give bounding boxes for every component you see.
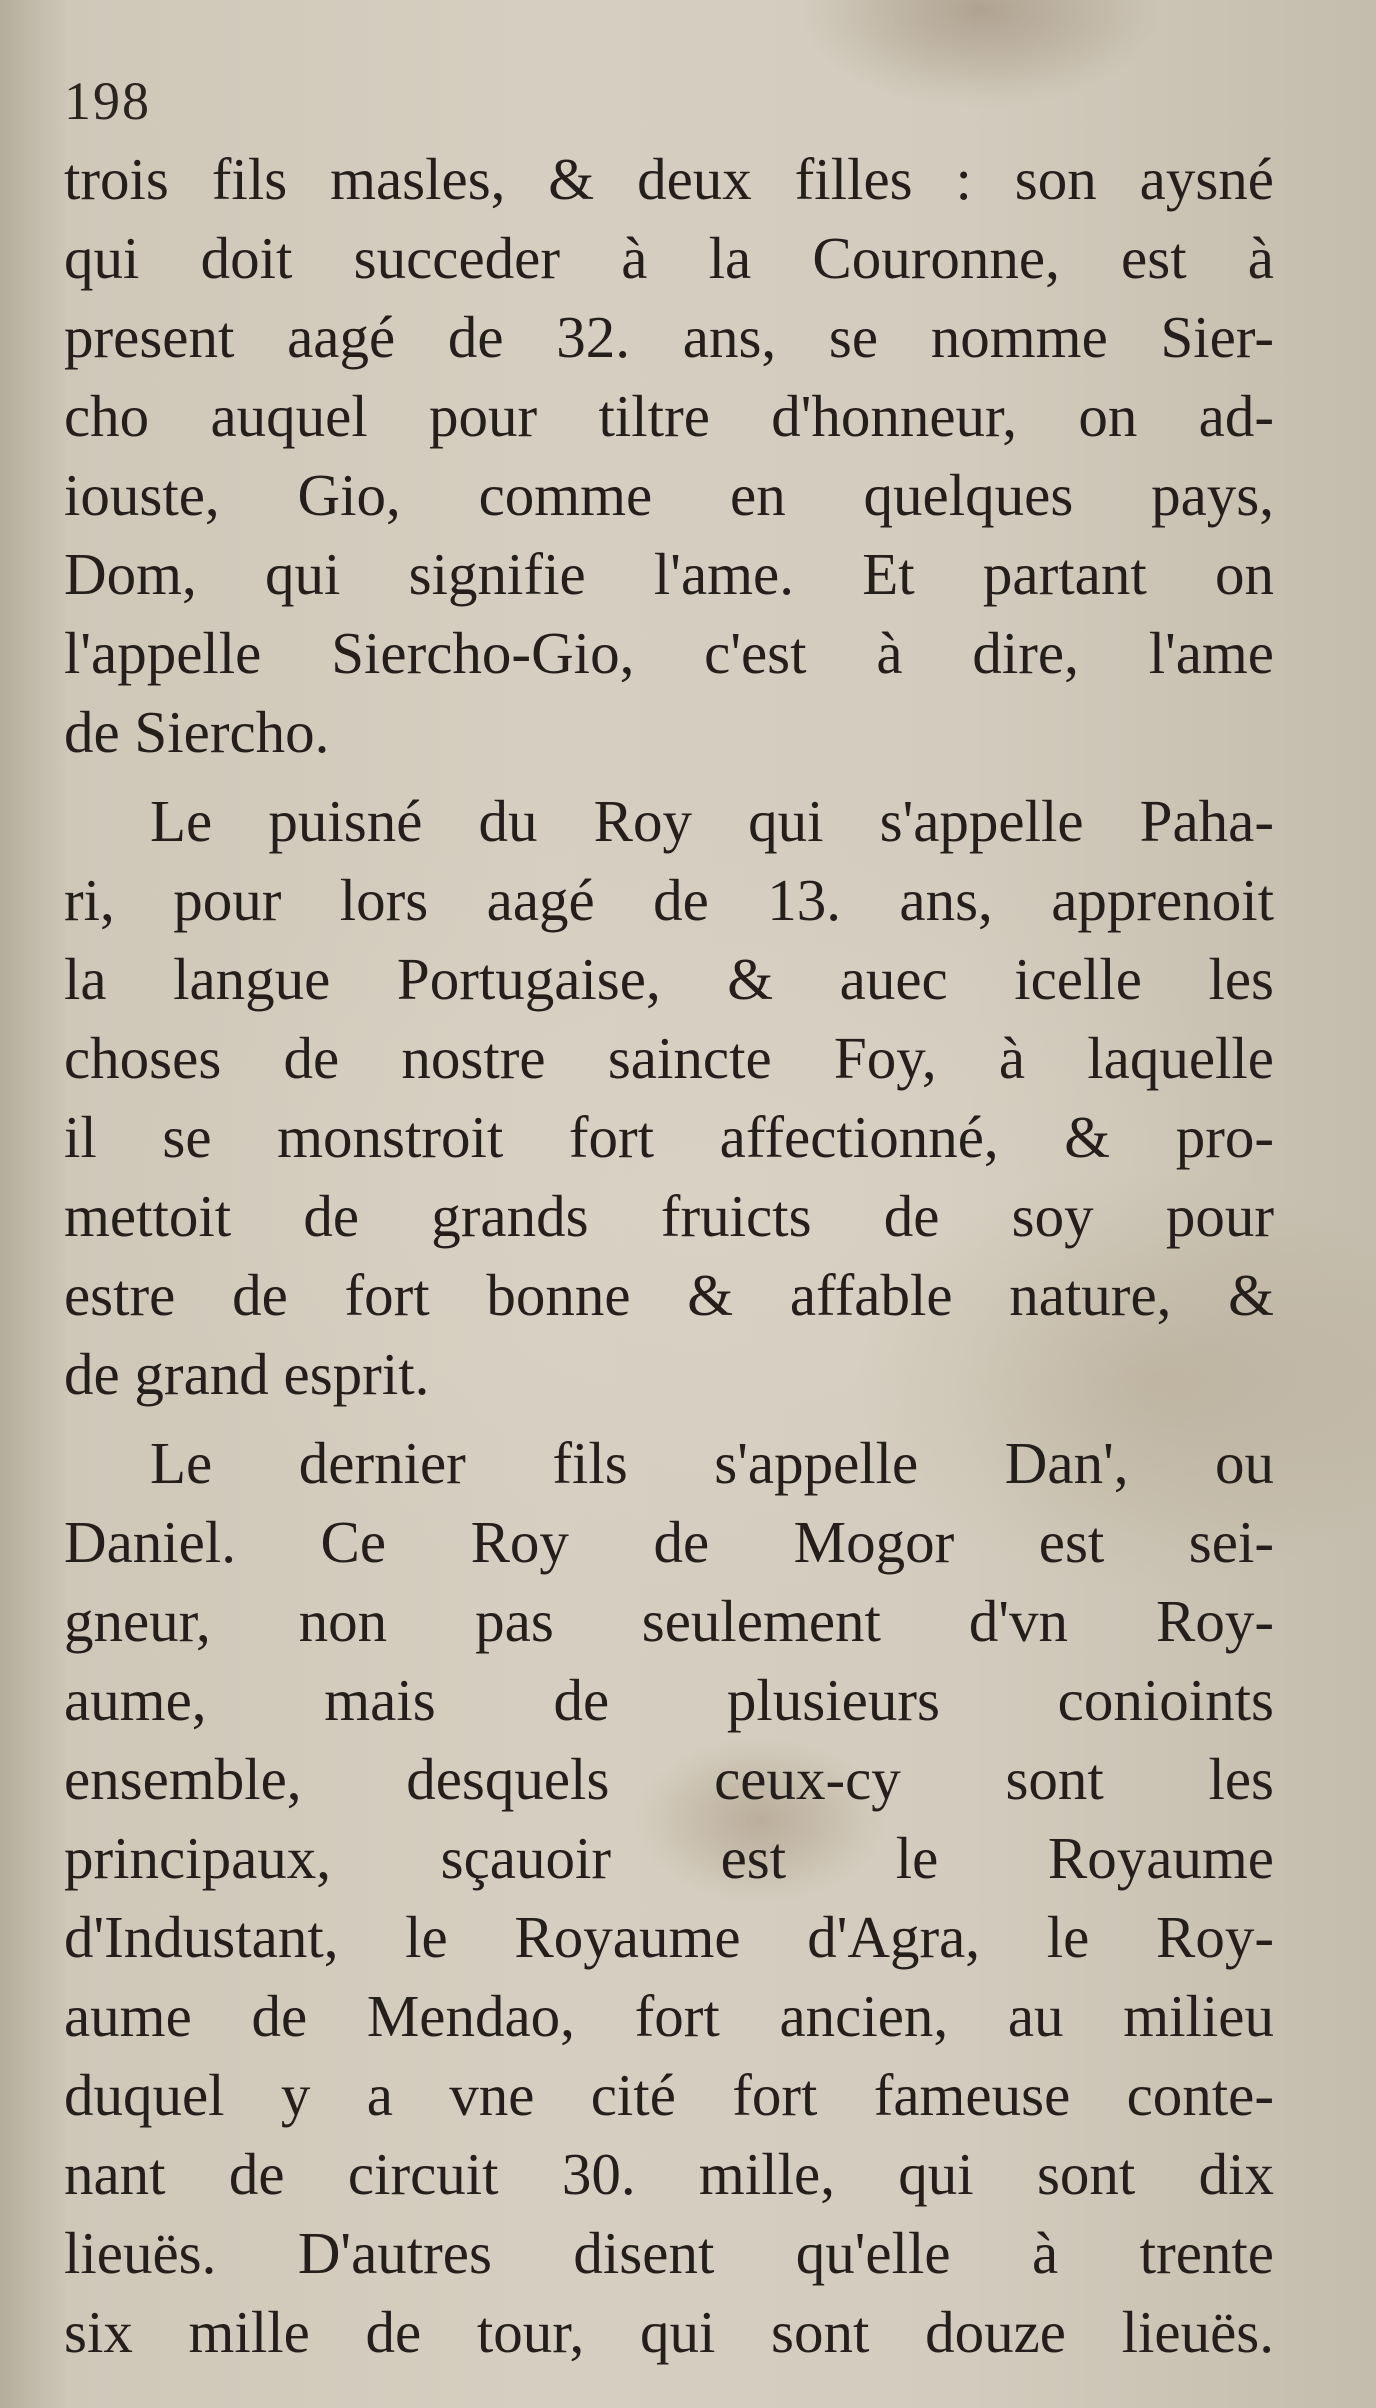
- text-line: estre de fort bonne & affable nature, &: [64, 1262, 1274, 1328]
- text-line: choses de nostre saincte Foy, à laquelle: [64, 1025, 1274, 1091]
- text-line: il se monstroit fort affectionné, & pro-: [64, 1104, 1274, 1170]
- text-line: ri, pour lors aagé de 13. ans, apprenoit: [64, 867, 1274, 933]
- text-line: de grand esprit.: [64, 1341, 430, 1407]
- text-line: de Siercho.: [64, 699, 330, 765]
- text-line: Daniel. Ce Roy de Mogor est sei-: [64, 1509, 1274, 1575]
- text-line: cho auquel pour tiltre d'honneur, on ad-: [64, 383, 1274, 449]
- text-line: duquel y a vne cité fort fameuse conte-: [64, 2062, 1274, 2128]
- text-line: ensemble, desquels ceux-cy sont les: [64, 1746, 1274, 1812]
- text-line: l'appelle Siercho-Gio, c'est à dire, l'ame: [64, 620, 1274, 686]
- paragraph-2: [64, 782, 1274, 1414]
- text-line: principaux, sçauoir est le Royaume: [64, 1825, 1274, 1891]
- text-line: Le dernier fils s'appelle Dan', ou: [150, 1430, 1274, 1496]
- body-text: [64, 140, 1274, 2372]
- paragraph-gap: [64, 1414, 1274, 1424]
- text-line: six mille de tour, qui sont douze lieuës.: [64, 2299, 1274, 2365]
- text-line: Le puisné du Roy qui s'appelle Paha-: [150, 788, 1274, 854]
- text-line: Dom, qui signifie l'ame. Et partant on: [64, 541, 1274, 607]
- text-line: lieuës. D'autres disent qu'elle à trente: [64, 2220, 1274, 2286]
- text-line: trois fils masles, & deux filles : son aysné: [64, 146, 1274, 212]
- text-line: qui doit succeder à la Couronne, est à: [64, 225, 1274, 291]
- text-line: mettoit de grands fruicts de soy pour: [64, 1183, 1274, 1249]
- text-line: aume, mais de plusieurs conioints: [64, 1667, 1274, 1733]
- text-line: aume de Mendao, fort ancien, au milieu: [64, 1983, 1274, 2049]
- text-line: iouste, Gio, comme en quelques pays,: [64, 462, 1274, 528]
- text-line: gneur, non pas seulement d'vn Roy-: [64, 1588, 1274, 1654]
- text-line: d'Industant, le Royaume d'Agra, le Roy-: [64, 1904, 1274, 1970]
- text-line: la langue Portugaise, & auec icelle les: [64, 946, 1274, 1012]
- paragraph-1: [64, 140, 1274, 772]
- text-line: present aagé de 32. ans, se nomme Sier-: [64, 304, 1274, 370]
- paragraph-gap: [64, 772, 1274, 782]
- text-line: nant de circuit 30. mille, qui sont dix: [64, 2141, 1274, 2207]
- page-number: 198: [64, 71, 151, 131]
- paragraph-3: [64, 1424, 1274, 2372]
